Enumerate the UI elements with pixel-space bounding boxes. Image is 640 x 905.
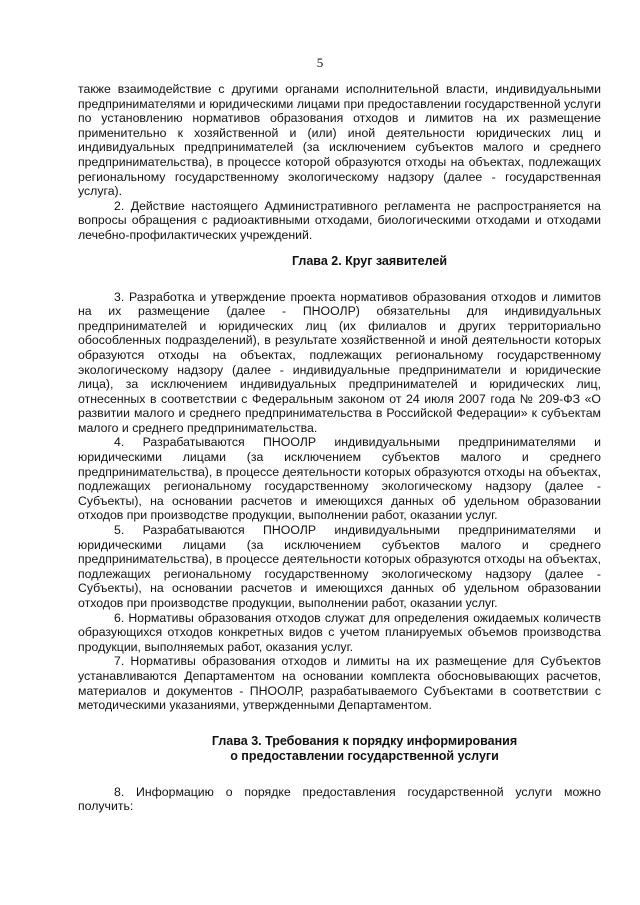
paragraph-2: 2. Действие настоящего Административного регламента не распространяется на вопросы обращения с радиоактивными отходами, биологическими отходами и отходами лечебно-профилактических учреждений. bbox=[78, 198, 601, 242]
paragraph-7: 7. Нормативы образования отходов и лимиты на их размещение для Субъектов устанавливаются Департаментом на основании комплекта обосновывающих расчетов, материалов и документов - ПНООЛР, разрабатываемого Субъектами в соответствии с методическими указаниями, утвержденными Департаментом. bbox=[78, 654, 601, 713]
paragraph-8: 8. Информацию о порядке предоставления государственной услуги можно получить: bbox=[78, 784, 601, 814]
paragraph-4: 4. Разрабатываются ПНООЛР индивидуальными предпринимателями и юридическими лицами (за исключением субъектов малого и среднего предпринимательства), в процессе деятельности которых образуются отходы на объектах, подлежащих региональному государственному экологическому надзору (далее - Субъекты), на основании расчетов и имеющихся данных об удельном образовании отходов при производстве продукции, выполнении работ, оказании услуг. bbox=[78, 435, 601, 523]
chapter-2-title: Глава 2. Круг заявителей bbox=[291, 253, 448, 268]
chapter-3-section bbox=[78, 734, 601, 814]
intro-paragraph: также взаимодействие с другими органами исполнительной власти, индивидуальными предпринимателями и юридическими лицами при предоставлении государственной услуги по установлению нормативов образования отходов и лимитов на их размещение применительно к хозяйственной и (или) иной деятельности юридических лиц и индивидуальных предпринимателей (за исключением субъектов малого и среднего предпринимательства), в процессе которой образуются отходы на объектах, подлежащих региональному государственному экологическому надзору (далее - государственная услуга). bbox=[78, 82, 601, 199]
chapter-3-title-line-2: о предоставлении государственной услуги bbox=[230, 748, 499, 763]
chapter-3-title-line-1: Глава 3. Требования к порядку информирования bbox=[211, 733, 518, 748]
paragraph-6: 6. Нормативы образования отходов служат для определения ожидаемых количеств образующихся отходов конкретных видов с учетом планируемых объемов производства продукции, выполняемых работ, оказания услуг. bbox=[78, 610, 601, 654]
paragraph-5: 5. Разрабатываются ПНООЛР индивидуальными предпринимателями и юридическими лицами (за исключением субъектов малого и среднего предпринимательства), в процессе деятельности которых образуются отходы на объектах, подлежащих региональному государственному экологическому надзору (далее - Субъекты), на основании расчетов и имеющихся данных об удельном образовании отходов при производстве продукции, выполнении работ, оказании услуг. bbox=[78, 523, 601, 610]
page-number: 5 bbox=[316, 55, 324, 70]
chapter-3-title bbox=[78, 734, 601, 764]
chapter-2-section bbox=[78, 254, 601, 713]
document-body bbox=[78, 82, 601, 814]
paragraph-3: 3. Разработка и утверждение проекта нормативов образования отходов и лимитов на их размещение (далее - ПНООЛР) обязательны для индивидуальных предпринимателей и юридических лиц (их филиалов и других территориально обособленных подразделений), в результате хозяйственной и иной деятельности которых образуются отходы на объектах, подлежащих региональному государственному экологическому надзору (далее - индивидуальные предприниматели и юридические лица), за исключением индивидуальных предпринимателей и юридических лиц, отнесенных в соответствии с Федеральным законом от 24 июля 2007 года № 209-ФЗ «О развитии малого и среднего предпринимательства в Российской Федерации» к субъектам малого и среднего предпринимательства. bbox=[78, 289, 601, 435]
